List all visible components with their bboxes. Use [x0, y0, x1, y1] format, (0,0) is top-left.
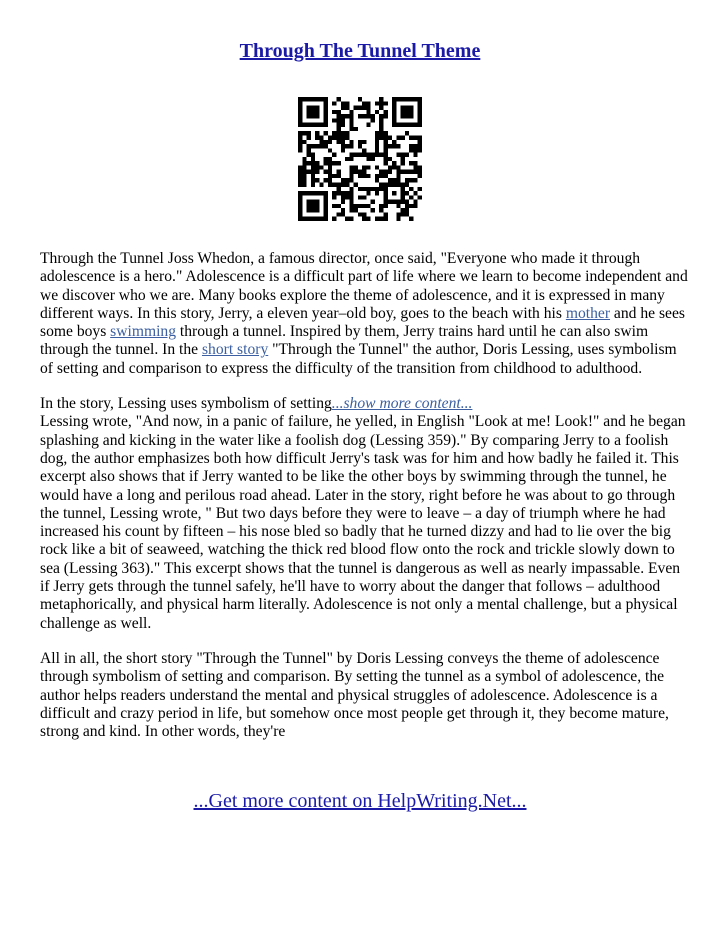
get-more-content-link[interactable]: ...Get more content on HelpWriting.Net... [193, 790, 527, 812]
link-swimming[interactable]: swimming [110, 323, 177, 341]
paragraph-conclusion: All in all, the short story "Through the Tunnel" by Doris Lessing conveys the theme of adolescence through symbolism of setting and comparison. By setting the tunnel as a symbol of adolescence, the author helps readers understand the mental and physical struggles of adolescence. Adolescence is a difficult and crazy period in life, but somehow once most people get through it, they become mature, strong and kind. In other words, they're [40, 649, 669, 741]
qr-code [298, 97, 422, 221]
article-body [40, 250, 688, 758]
page-title[interactable]: Through The Tunnel Theme [239, 40, 481, 62]
paragraph-body: In the story, Lessing uses symbolism of setting...show more content... Lessing wrote, "And now, in a panic of failure, he yelled, in English "Look at me! Look!" and he began splashing and kicking in the water like a foolish dog (Lessing 359)." By comparing Jerry to a foolish dog, the author emphasizes both how difficult Jerry's task was for him and how badly he failed it. This excerpt also shows that if Jerry wanted to be like the other boys by swimming through the tunnel, he would have a long and perilous road ahead. Later in the story, right before he was about to go through the tunnel, Lessing wrote, " But two days before they were to leave – a day of triumph where he had increased his count by fifteen – his nose bled so badly that he turned dizzy and had to lie over the big rock like a bit of seaweed, watching the thick red blood flow onto the rock and trickle slowly down to sea (Lessing 363)." This excerpt shows that the tunnel is dangerous as well as nearly impassable. Even if Jerry gets through the tunnel safely, he'll have to worry about the danger that follows – adulthood metaphorically, and physical harm literally. Adolescence is not only a mental challenge, but a physical challenge as well. [40, 395, 686, 632]
link-short-story[interactable]: short story [201, 341, 269, 359]
paragraph-intro: Through the Tunnel Joss Whedon, a famous director, once said, "Everyone who made it through adolescence is a hero." Adolescence is a difficult part of life where we learn to become independent and we discover who we are. Many books explore the theme of adolescence, and it is expressed in many different ways. In this story, Jerry, a eleven year–old boy, goes to the beach with his mother and he sees some boys swimming through a tunnel. Inspired by them, Jerry trains hard until he can also swim through the tunnel. In the short story "Through the Tunnel" the author, Doris Lessing, uses symbolism of setting and comparison to express the difficulty of the transition from childhood to adulthood. [40, 250, 688, 377]
show-more-link[interactable]: ...show more content... [331, 395, 473, 413]
link-mother[interactable]: mother [565, 304, 611, 322]
